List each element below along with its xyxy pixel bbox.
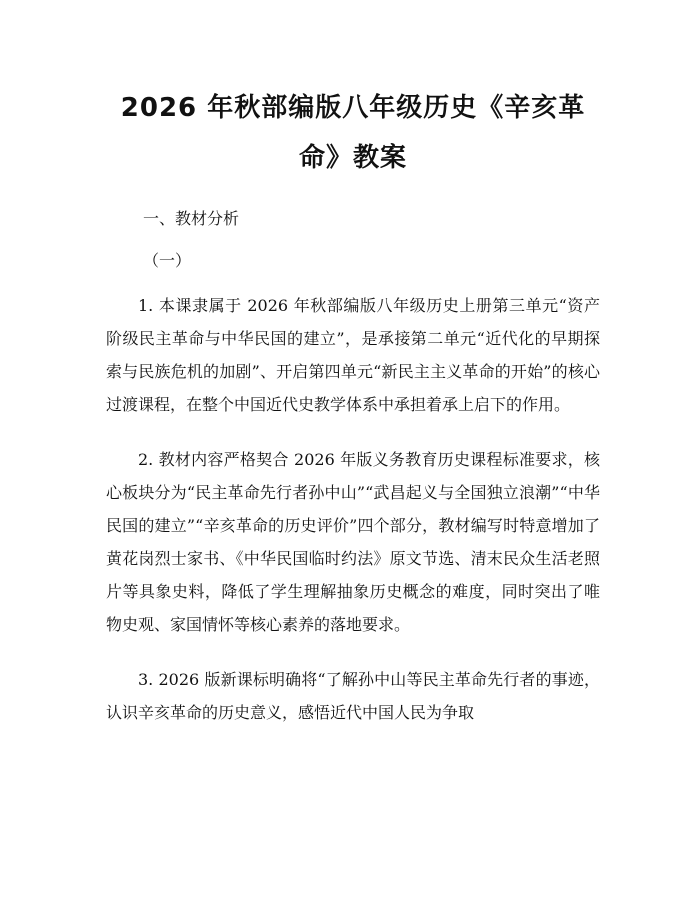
document-title: 2026 年秋部编版八年级历史《辛亥革命》教案 bbox=[120, 93, 586, 173]
paragraph-2: 2. 教材内容严格契合 2026 年版义务教育历史课程标准要求，核心板块分为“民主革命先行者孙中山”“武昌起义与全国独立浪潮”“中华民国的建立”“辛亥革命的历史评价”四个部分，教材编写时特意增加了黄花岗烈士家书、《中华民国临时约法》原文节选、清末民众生活老照片等具象史料，降低了学生理解抽象历史概念的难度，同时突出了唯物史观、家国情怀等核心素养的落地要求。 bbox=[106, 450, 600, 634]
section-heading: 一、教材分析 bbox=[143, 209, 240, 228]
paragraph-3: 3. 2026 版新课标明确将“了解孙中山等民主革命先行者的事迹，认识辛亥革命的历史意义，感悟近代中国人民为争取 bbox=[106, 670, 600, 722]
subsection-heading: （一） bbox=[143, 251, 192, 270]
paragraph-1: 1. 本课隶属于 2026 年秋部编版八年级历史上册第三单元“资产阶级民主革命与中华民国的建立”，是承接第二单元“近代化的早期探索与民族危机的加剧”、开启第四单元“新民主主义革命的开始”的核心过渡课程，在整个中国近代史教学体系中承担着承上启下的作用。 bbox=[106, 296, 600, 414]
